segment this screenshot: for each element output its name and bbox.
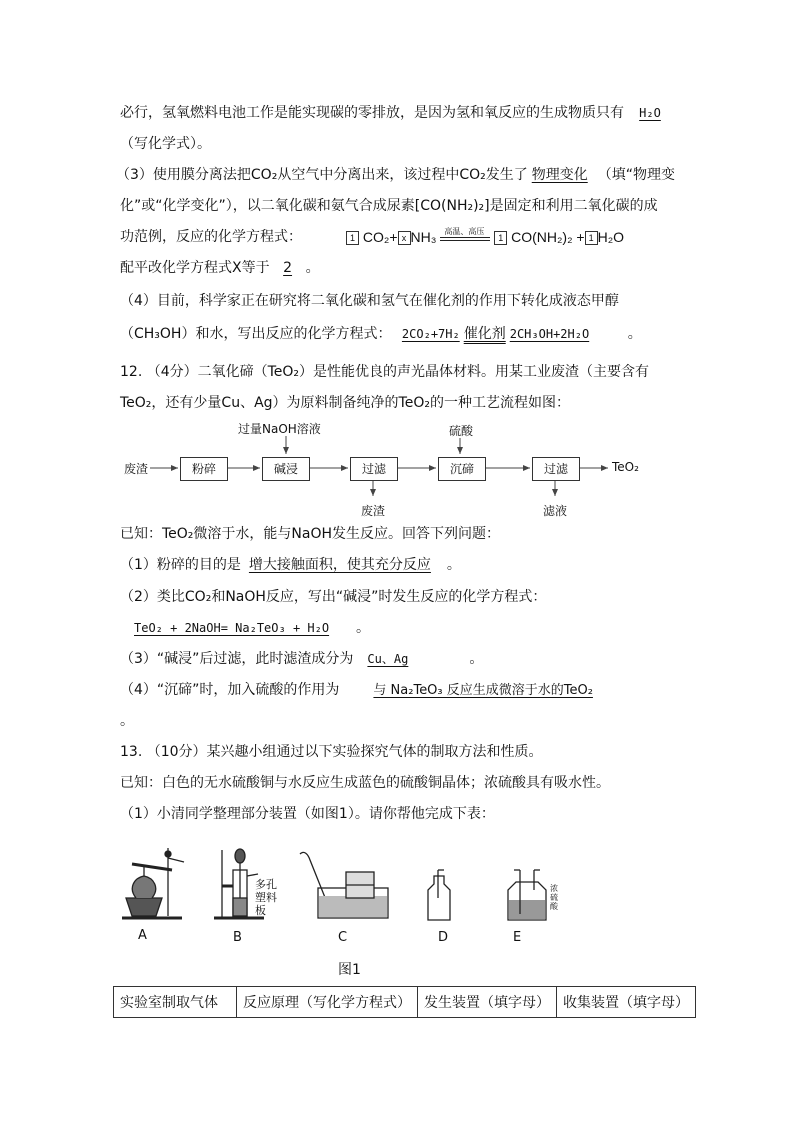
- question-13-title: [120, 742, 543, 762]
- apparatus-e: [508, 870, 546, 920]
- text-span: 功范例，反应的化学方程式：: [120, 229, 302, 245]
- text-span: 已知：TeO₂微溶于水，能与NaOH发生反应。回答下列问题：: [120, 526, 501, 542]
- coefficient-box: x: [398, 231, 411, 245]
- text-line: [120, 291, 619, 311]
- flow-step-filter-1: 过滤: [350, 457, 398, 481]
- text-span: 配平改化学方程式X等于: [120, 260, 270, 276]
- text-line: [120, 773, 610, 793]
- question-12-title: [120, 362, 649, 382]
- text-span: NH₃: [410, 229, 437, 245]
- gas-preparation-table: [113, 986, 696, 1018]
- apparatus-figure: [118, 840, 578, 950]
- text-line: [120, 711, 134, 731]
- answer-x: 2: [283, 260, 293, 276]
- figure-caption: [338, 960, 361, 980]
- answer-physical-change: 物理变化: [531, 167, 588, 183]
- flow-filtrate-label: 滤液: [543, 504, 568, 518]
- text-span: CO(NH₂)₂ +: [511, 229, 585, 245]
- flow-step-alkali-leach: 碱浸: [262, 457, 310, 481]
- table-header-cell: 发生装置（填字母）: [418, 987, 557, 1018]
- text-span: 13. （10分）某兴趣小组通过以下实验探究气体的制取方法和性质。: [120, 744, 543, 760]
- text-line: [120, 258, 320, 278]
- table-header-cell: 反应原理（写化学方程式）: [237, 987, 418, 1018]
- apparatus-label-e: E: [513, 930, 522, 945]
- coefficient-box: 1: [346, 231, 359, 245]
- text-line: [120, 134, 211, 154]
- coefficient-box: 1: [494, 231, 507, 245]
- text-span: 化”或“化学变化”），以二氧化碳和氨气合成尿素[CO(NH₂)₂]是固定和利用二氧化碳的成: [120, 198, 658, 214]
- answer-alkali-equation: TeO₂ + 2NaOH= Na₂TeO₃ + H₂O: [134, 621, 330, 635]
- text-span: （3）“碱浸”后过滤，此时滤渣成分为: [120, 651, 354, 667]
- text-line: [120, 649, 483, 669]
- answer-acid-role: 与 Na₂TeO₃ 反应生成微溶于水的TeO₂: [373, 683, 593, 698]
- flow-waste-label: 废渣: [124, 462, 149, 476]
- coefficient-box: 1: [585, 231, 598, 245]
- text-span: （4）目前，科学家正在研究将二氧化碳和氢气在催化剂的作用下转化成液态甲醇: [120, 293, 619, 309]
- text-span: 。: [120, 713, 134, 729]
- text-span: TeO₂，还有少量Cu、Ag）为原料制备纯净的TeO₂的一种工艺流程如图：: [120, 395, 570, 411]
- text-line: [120, 524, 500, 544]
- text-span: 12. （4分）二氧化碲（TeO₂）是性能优良的声光晶体材料。用某工业废渣（主要含有: [120, 364, 650, 380]
- text-span: 。: [446, 557, 461, 573]
- text-span: （3）使用膜分离法把CO₂从空气中分离出来，该过程中CO₂发生了: [116, 167, 528, 183]
- text-line: [120, 196, 658, 216]
- porous-plate-label: 多孔塑料板: [255, 878, 277, 917]
- text-line: [120, 103, 676, 123]
- flow-step-precipitate: 沉碲: [438, 457, 486, 481]
- text-line: [120, 324, 642, 344]
- answer-methanol-products: 2CH₃OH+2H₂O: [509, 327, 590, 341]
- answer-h2o: H₂O: [639, 106, 661, 120]
- urea-equation: [346, 227, 624, 247]
- text-line: [120, 587, 546, 607]
- text-span: （写化学式）。: [120, 136, 211, 152]
- text-line: [120, 804, 495, 824]
- flow-step-filter-2: 过滤: [532, 457, 580, 481]
- table-header-row: [114, 987, 696, 1018]
- flow-acid-label: 硫酸: [449, 424, 474, 438]
- flow-residue-label: 废渣: [361, 504, 386, 518]
- apparatus-a: [122, 848, 184, 918]
- table-header-cell: 收集装置（填字母）: [557, 987, 696, 1018]
- catalyst-label: 催化剂: [463, 326, 506, 342]
- text-span: 。: [469, 651, 484, 667]
- apparatus-d: [428, 870, 450, 920]
- text-span: 。: [627, 326, 642, 342]
- text-span: （填“物理变: [597, 167, 675, 183]
- apparatus-label-d: D: [438, 930, 449, 945]
- text-span: （1）粉碎的目的是: [120, 557, 241, 573]
- text-line: [120, 555, 461, 575]
- flow-naoh-label: 过量NaOH溶液: [238, 422, 321, 436]
- text-line: [120, 227, 302, 247]
- apparatus-label-a: A: [138, 928, 147, 943]
- apparatus-label-b: B: [233, 930, 242, 945]
- text-span: （CH₃OH）和水，写出反应的化学方程式：: [120, 326, 392, 342]
- text-span: 已知：白色的无水硫酸铜与水反应生成蓝色的硫酸铜晶体；浓硫酸具有吸水性。: [120, 775, 610, 791]
- flow-product-label: TeO₂: [612, 460, 639, 474]
- text-span: H₂O: [597, 229, 625, 245]
- apparatus-drawings: [118, 840, 578, 950]
- text-line: [120, 680, 691, 701]
- answer-residue: Cu、Ag: [367, 652, 409, 666]
- text-span: 。: [356, 620, 370, 636]
- text-span: （4）“沉碲”时，加入硫酸的作用为: [120, 682, 340, 698]
- text-span: （1）小清同学整理部分装置（如图1）。请你帮他完成下表：: [120, 806, 495, 822]
- text-line: [120, 393, 570, 413]
- reaction-arrow: [440, 227, 490, 245]
- text-span: 图1: [338, 962, 361, 978]
- apparatus-label-c: C: [338, 930, 348, 945]
- answer-methanol-reactants: 2CO₂+7H₂: [401, 327, 460, 341]
- reaction-condition: 高温、高压: [444, 227, 485, 237]
- text-span: 。: [305, 260, 320, 276]
- text-line: [120, 618, 370, 638]
- text-line: [116, 165, 675, 185]
- conc-sulfuric-acid-label: 浓硫酸: [550, 884, 558, 911]
- text-span: CO₂+: [362, 229, 398, 245]
- flow-step-crush: 粉碎: [180, 457, 228, 481]
- table-header-cell: 实验室制取气体: [114, 987, 237, 1018]
- text-span: 必行，氢氧燃料电池工作是能实现碳的零排放，是因为氢和氧反应的生成物质只有: [120, 105, 624, 121]
- text-span: （2）类比CO₂和NaOH反应，写出“碱浸”时发生反应的化学方程式：: [120, 589, 547, 605]
- apparatus-c: [300, 852, 388, 918]
- answer-crush-purpose: 增大接触面积，使其充分反应: [248, 557, 431, 573]
